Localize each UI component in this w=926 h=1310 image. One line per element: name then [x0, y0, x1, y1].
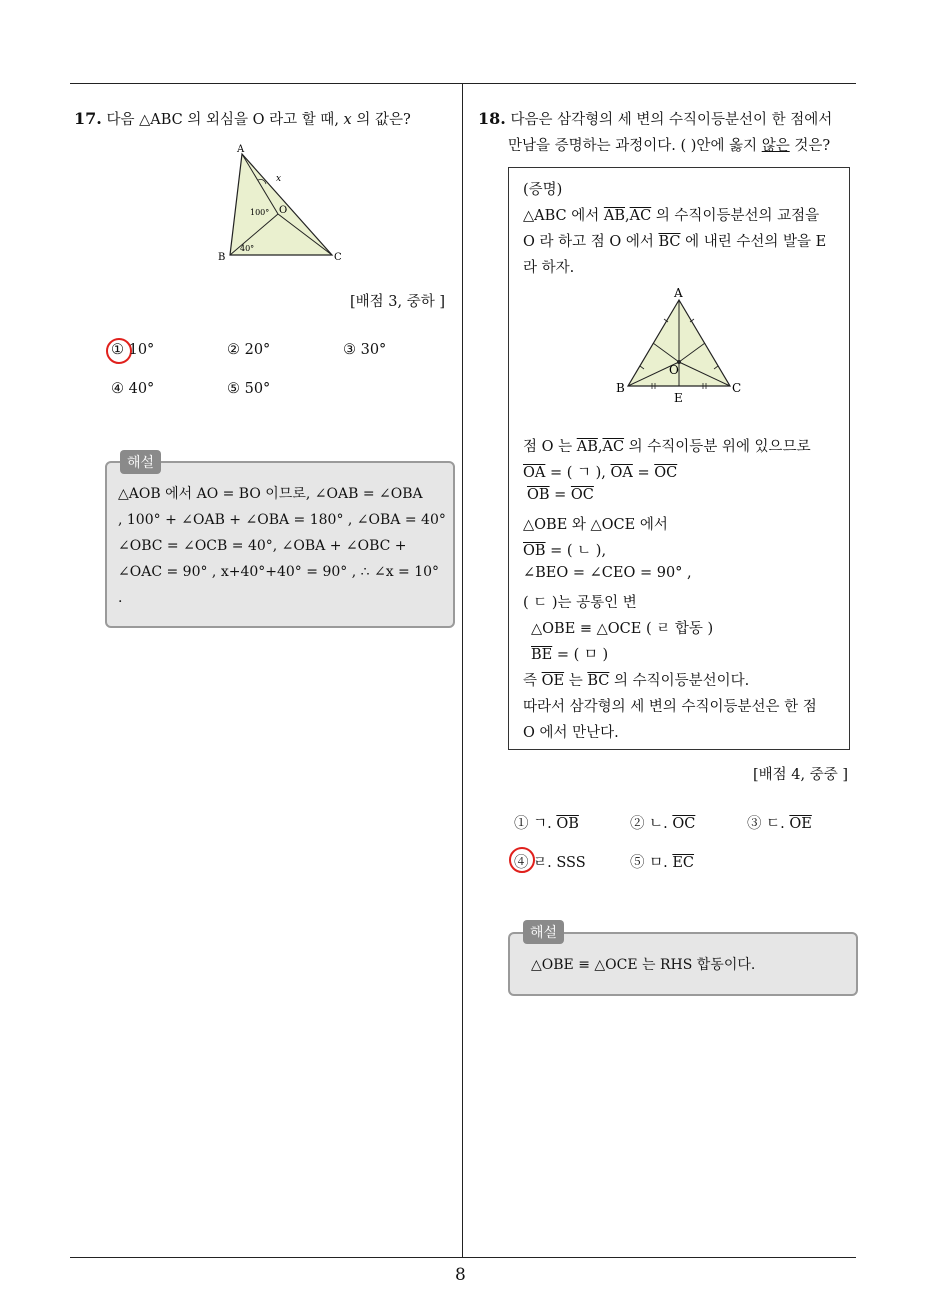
proof-l13-a: 즉	[523, 673, 538, 689]
proof-l13-seg-oe: $\overline{OE}$	[541, 673, 565, 689]
q17-solution-line-2: , 100° + ∠OAB + ∠OBA = 180° , ∠OBA = 40°	[118, 512, 446, 528]
proof-l1-b: 의 수직이등분선의 교점을	[655, 208, 820, 224]
q17-choice-2[interactable]: ② 20°	[227, 342, 271, 358]
q18-choice-5-seg: $\overline{EC}$	[672, 855, 695, 871]
proof-l1-seg-ac: $\overline{AC}$	[629, 208, 652, 224]
proof-l4-a: 점 O 는	[523, 439, 573, 455]
q17-number: 17.	[74, 109, 102, 128]
q18-line-2a: 만남을 증명하는 과정이다. ( )안에 옳지	[508, 138, 758, 154]
q18-choice-3-label: ③ ㄷ.	[747, 816, 785, 832]
q18-line-2-underlined: 않은	[761, 138, 790, 154]
q18-number: 18.	[478, 109, 506, 128]
proof-line-2	[523, 230, 826, 251]
proof-line-4	[523, 435, 811, 456]
q17-choice-3[interactable]: ③ 30°	[343, 342, 387, 358]
q18-choice-5-label: ⑤ ㅁ.	[630, 855, 668, 871]
proof-l6-seg-oc: $\overline{OC}$	[570, 487, 594, 503]
proof-l5-seg-oa2: $\overline{OA}$	[610, 465, 633, 481]
proof-line-15: O 에서 만난다.	[523, 725, 619, 741]
proof-l1-a: △ABC 에서	[523, 208, 600, 224]
proof-line-10: ( ㄷ )는 공통인 변	[523, 595, 637, 611]
q18-choice-2[interactable]	[630, 812, 695, 833]
q18-choice-4-label: ④ ㄹ. SSS	[514, 855, 586, 871]
q17-solution-body	[118, 481, 446, 611]
proof-l6-eq: =	[554, 487, 567, 503]
proof-line-11: △OBE ≡ △OCE ( ㄹ 합동 )	[531, 621, 714, 637]
q17-choice-4[interactable]: ④ 40°	[111, 381, 155, 397]
proof-l12-seg-be: $\overline{BE}$	[531, 647, 553, 663]
q17-solution-line-4: ∠OAC = 90° , x+40°+40° = 90° , ∴ ∠x = 10°	[118, 564, 440, 580]
proof-line-12	[531, 643, 608, 664]
q18-choice-4[interactable]	[514, 851, 586, 872]
proof-line-5	[523, 461, 677, 482]
q18-fig-label-b: B	[616, 381, 625, 395]
proof-l2-b: 에 내린 수선의 발을 E	[685, 234, 827, 250]
q18-choice-3[interactable]	[747, 812, 812, 833]
q17-text-b: 의 값은?	[356, 112, 411, 128]
q18-choice-1-seg: $\overline{OB}$	[556, 816, 579, 832]
page-number: 8	[455, 1265, 466, 1285]
q17-fig-label-c: C	[334, 252, 342, 263]
q18-choice-3-seg: $\overline{OE}$	[789, 816, 812, 832]
proof-l5-eq: =	[637, 465, 650, 481]
column-divider	[462, 83, 463, 1258]
q17-text-a: 다음 △ABC 의 외심을 O 라고 할 때,	[106, 112, 339, 128]
proof-l5-seg-oa: $\overline{OA}$	[523, 465, 546, 481]
q17-choice-1[interactable]: ① 10°	[111, 342, 155, 358]
proof-line-14: 따라서 삼각형의 세 변의 수직이등분선은 한 점	[523, 699, 817, 715]
q18-choice-1-label: ① ㄱ.	[514, 816, 552, 832]
proof-l13-c: 의 수직이등분선이다.	[613, 673, 750, 689]
q18-fig-label-c: C	[732, 381, 742, 395]
proof-l4-seg-ab: $\overline{AB}$	[576, 439, 598, 455]
proof-l2-a: O 라 하고 점 O 에서	[523, 234, 654, 250]
top-rule	[70, 83, 856, 84]
proof-l6-seg-ob: $\overline{OB}$	[527, 487, 550, 503]
q18-fig-label-o: O	[669, 363, 679, 377]
proof-line-1	[523, 204, 819, 225]
q17-fig-label-40: 40°	[240, 244, 255, 253]
proof-title: (증명)	[523, 182, 563, 198]
q18-solution-text: △OBE ≡ △OCE 는 RHS 합동이다.	[531, 957, 756, 973]
proof-l13-b: 는	[568, 673, 583, 689]
proof-l1-seg-ab: $\overline{AB}$	[603, 208, 626, 224]
proof-line-8	[523, 539, 606, 560]
q17-choice-5[interactable]: ⑤ 50°	[227, 381, 271, 397]
q17-solution-line-3: ∠OBC = ∠OCB = 40°, ∠OBA + ∠OBC +	[118, 538, 407, 554]
proof-l5-a: = ( ㄱ ),	[549, 465, 606, 481]
proof-l12-a: = ( ㅁ )	[556, 647, 609, 663]
proof-l4-b: 의 수직이등분 위에 있으므로	[628, 439, 811, 455]
q17-fig-label-o: O	[279, 205, 288, 216]
proof-l8-a: = ( ㄴ ),	[550, 543, 607, 559]
proof-line-13	[523, 669, 749, 690]
q17-prompt	[74, 106, 411, 133]
proof-line-9: ∠BEO = ∠CEO = 90° ,	[523, 565, 692, 581]
proof-l4-seg-ac: $\overline{AC}$	[602, 439, 625, 455]
proof-l1-comma: ,	[625, 208, 630, 224]
q18-choice-1[interactable]	[514, 812, 579, 833]
proof-line-3: 라 하자.	[523, 260, 575, 276]
q18-triangle-figure	[614, 286, 754, 406]
q17-fig-label-100: 100°	[250, 208, 270, 217]
q18-prompt	[478, 106, 832, 159]
proof-l5-seg-oc: $\overline{OC}$	[654, 465, 678, 481]
q18-solution-tag: 해설	[523, 920, 564, 944]
q18-choice-2-seg: $\overline{OC}$	[672, 816, 696, 832]
q17-solution-line-5: .	[118, 590, 123, 606]
proof-l13-seg-bc: $\overline{BC}$	[587, 673, 610, 689]
q17-solution-tag: 해설	[120, 450, 161, 474]
q17-solution-line-1: △AOB 에서 AO = BO 이므로, ∠OAB = ∠OBA	[118, 486, 423, 502]
q17-fig-label-a: A	[237, 144, 245, 155]
q18-proof-box	[508, 167, 850, 750]
q18-fig-label-e: E	[674, 391, 683, 405]
bottom-rule	[70, 1257, 856, 1258]
q18-line-1: 다음은 삼각형의 세 변의 수직이등분선이 한 점에서	[510, 112, 833, 128]
proof-l8-seg-ob: $\overline{OB}$	[523, 543, 546, 559]
q17-score: [배점 3, 중하 ]	[350, 294, 446, 310]
proof-l2-seg-bc: $\overline{BC}$	[658, 234, 681, 250]
proof-l4-comma: ,	[597, 439, 603, 455]
q17-text-var: x	[343, 112, 352, 128]
q17-fig-label-b: B	[218, 252, 226, 263]
q17-fig-label-x: x	[276, 174, 282, 184]
q17-triangle-figure	[210, 140, 350, 265]
q18-choice-2-label: ② ㄴ.	[630, 816, 668, 832]
q18-score: [배점 4, 중중 ]	[753, 767, 849, 783]
proof-line-6	[527, 487, 594, 503]
proof-line-7: △OBE 와 △OCE 에서	[523, 517, 668, 533]
q18-fig-label-a: A	[674, 286, 683, 300]
q18-line-2b: 것은?	[794, 138, 831, 154]
q18-choice-5[interactable]	[630, 851, 694, 872]
